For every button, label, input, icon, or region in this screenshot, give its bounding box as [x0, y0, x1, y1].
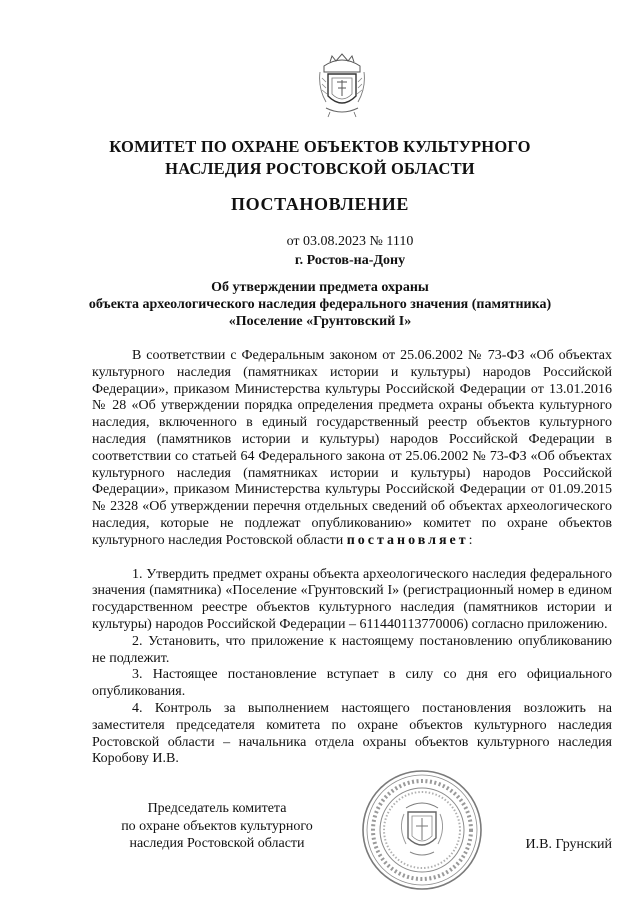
subject-line-1: Об утверждении предмета охраны — [211, 280, 429, 295]
document-subject — [60, 279, 580, 330]
preamble-text: В соответствии с Федеральным законом от 25.06.2002 № 73-ФЗ «Об объектах культурного наследия (памятниках истории и культуры) народов Российской Федерации», приказом Министерства культуры Российской Федерации от 13.01.2016 № 28 «Об утверждении порядка определения предмета охраны объекта культурного наследия, включенного в единый государственный реестр объектов культурного наследия (памятников истории и культуры) народов Российской Федерации в соответствии со статьей 64 Федерального закона от 25.06.2002 № 73-ФЗ «Об объектах культурного наследия (памятниках истории и культуры) народов Российской Федерации», приказом Министерства культуры Российской Федерации от 01.09.2015 № 2328 «Об утверждении перечня отдельных сведений об объектах археологического наследия, которые не подлежат опубликованию» комитет по охране объектов культурного наследия Ростовской области — [92, 348, 612, 548]
preamble-paragraph: В соответствии с Федеральным законом от 25.06.2002 № 73-ФЗ «Об объектах культурного наследия (памятниках истории и культуры) народов Российской Федерации», приказом Министерства культуры Российской Федерации от 13.01.2016 № 28 «Об утверждении порядка определения предмета охраны объекта культурного наследия, включенного в единый государственный реестр объектов культурного наследия (памятников истории и культуры) народов Российской Федерации в соответствии со статьей 64 Федерального закона от 25.06.2002 № 73-ФЗ «Об объектах культурного наследия (памятниках истории и культуры) народов Российской Федерации», приказом Министерства культуры Российской Федерации от 01.09.2015 № 2328 «Об утверждении перечня отдельных сведений об объектах археологического наследия, которые не подлежат опубликованию» комитет по охране объектов культурного наследия Ростовской области постановляет: — [92, 348, 612, 548]
decision-item-2: 2. Установить, что приложение к настоящему постановлению опубликованию не подлежит. — [92, 633, 612, 666]
coat-of-arms-emblem-icon — [318, 52, 366, 118]
decision-item-1: 1. Утвердить предмет охраны объекта археологического наследия федерального значения (памятника) «Поселение «Грунтовский I» (регистрационный номер в едином государственном реестре объектов культурного наследия (памятников истории и культуры) народов Российской Федерации – 611440113770006) согласно приложению. — [92, 566, 612, 632]
document-meta — [200, 232, 500, 270]
subject-line-3: «Поселение «Грунтовский I» — [228, 314, 412, 329]
authority-line-2: НАСЛЕДИЯ РОСТОВСКОЙ ОБЛАСТИ — [165, 159, 475, 178]
city: г. Ростов-на-Дону — [294, 253, 406, 268]
signatory-title-line-3: наследия Ростовской области — [129, 836, 305, 851]
authority-line-1: КОМИТЕТ ПО ОХРАНЕ ОБЪЕКТОВ КУЛЬТУРНОГО — [109, 137, 531, 156]
signature-block — [92, 796, 612, 856]
official-seal-stamp-icon — [360, 768, 484, 892]
signatory-title-line-2: по охране объектов культурного — [121, 818, 313, 834]
decree-word: постановляет — [346, 532, 469, 548]
subject-line-2: объекта археологического наследия федерального значения (памятника) — [88, 297, 552, 312]
signatory-title — [92, 800, 342, 853]
issuing-authority — [60, 136, 580, 180]
decision-item-3: 3. Настоящее постановление вступает в силу со дня его официального опубликования. — [92, 667, 612, 700]
signatory-name: И.В. Грунский — [525, 837, 612, 852]
document-body — [92, 348, 612, 768]
date-and-number: от 03.08.2023 № 1110 — [286, 234, 414, 249]
document-type: ПОСТАНОВЛЕНИЕ — [231, 194, 409, 214]
signatory-title-line-1: Председатель комитета — [147, 801, 287, 816]
decision-item-4: 4. Контроль за выполнением настоящего постановления возложить на заместителя председателя комитета по охране объектов культурного наследия Ростовской области – начальника отдела охраны объектов культурного наследия Коробову И.В. — [92, 700, 612, 767]
